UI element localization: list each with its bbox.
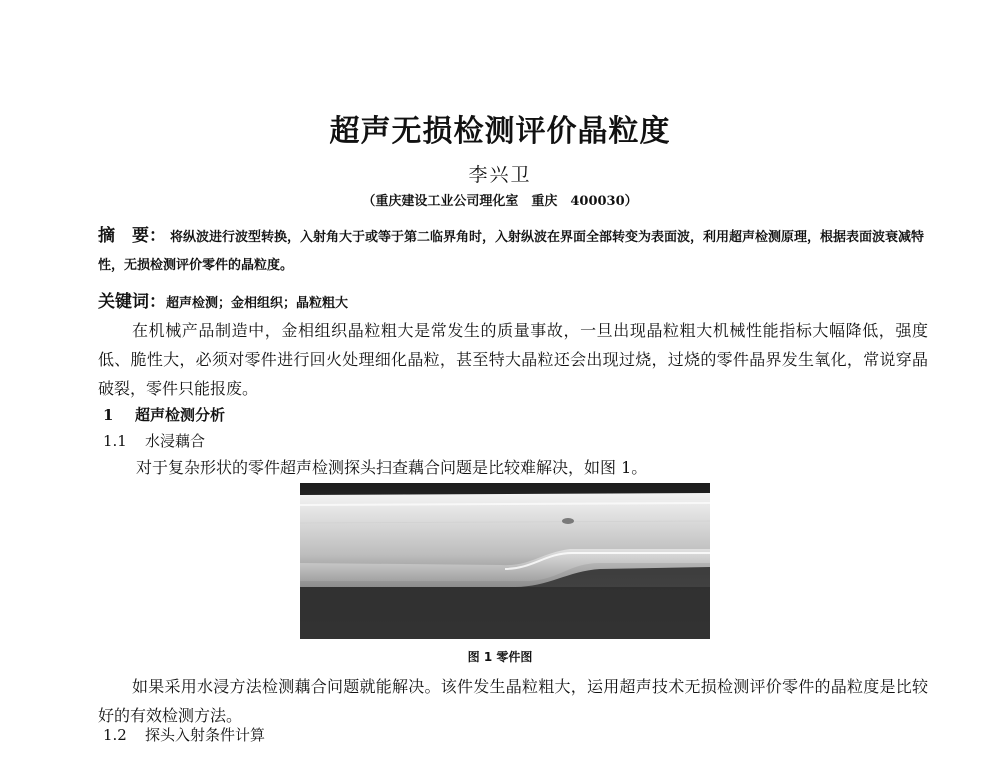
paper-title: 超声无损检测评价晶粒度 [329,114,671,149]
keywords-text: 超声检测；金相组织；晶粒粗大 [166,296,349,311]
section-title: 水浸藕合 [145,432,206,450]
abstract [98,222,928,280]
section-title: 超声检测分析 [135,406,226,424]
section-title: 探头入射条件计算 [145,726,266,744]
part-photo-figure [300,483,710,639]
abstract-label: 摘 要： [98,226,166,246]
part-photo-image [300,483,710,639]
body-paragraph-1: 在机械产品制造中，金相组织晶粒粗大是常发生的质量事故，一旦出现晶粒粗大机械性能指标大幅降低，强度低、脆性大，必须对零件进行回火处理细化晶粒，甚至特大晶粒还会出现过烧，过烧的零件晶界发生氧化，常说穿晶破裂，零件只能报废。 [98,321,928,398]
author-affiliation: （重庆建设工业公司理化室 重庆 400030） [362,194,638,209]
section-heading-1-2 [103,722,265,748]
keywords-label: 关键词： [98,292,166,312]
body-paragraph-3: 如果采用水浸方法检测藕合问题就能解决。该件发生晶粒粗大，运用超声技术无损检测评价零件的晶粒度是比较好的有效检测方法。 [98,677,928,725]
keywords [98,290,348,316]
section-number: 1.2 [103,726,127,744]
section-number: 1.1 [103,432,127,450]
body-paragraph-2: 对于复杂形状的零件超声检测探头扫查藕合问题是比较难解决，如图 1。 [136,458,648,477]
section-heading-1 [103,402,225,428]
figure-caption: 图 1 零件图 [467,650,533,664]
author-name: 李兴卫 [468,164,532,186]
section-heading-1-1 [103,428,205,454]
section-number: 1 [103,406,114,424]
abstract-text: 将纵波进行波型转换，入射角大于或等于第二临界角时，入射纵波在界面全部转变为表面波，利用超声检测原理，根据表面波衰减特性，无损检测评价零件的晶粒度。 [98,230,925,273]
